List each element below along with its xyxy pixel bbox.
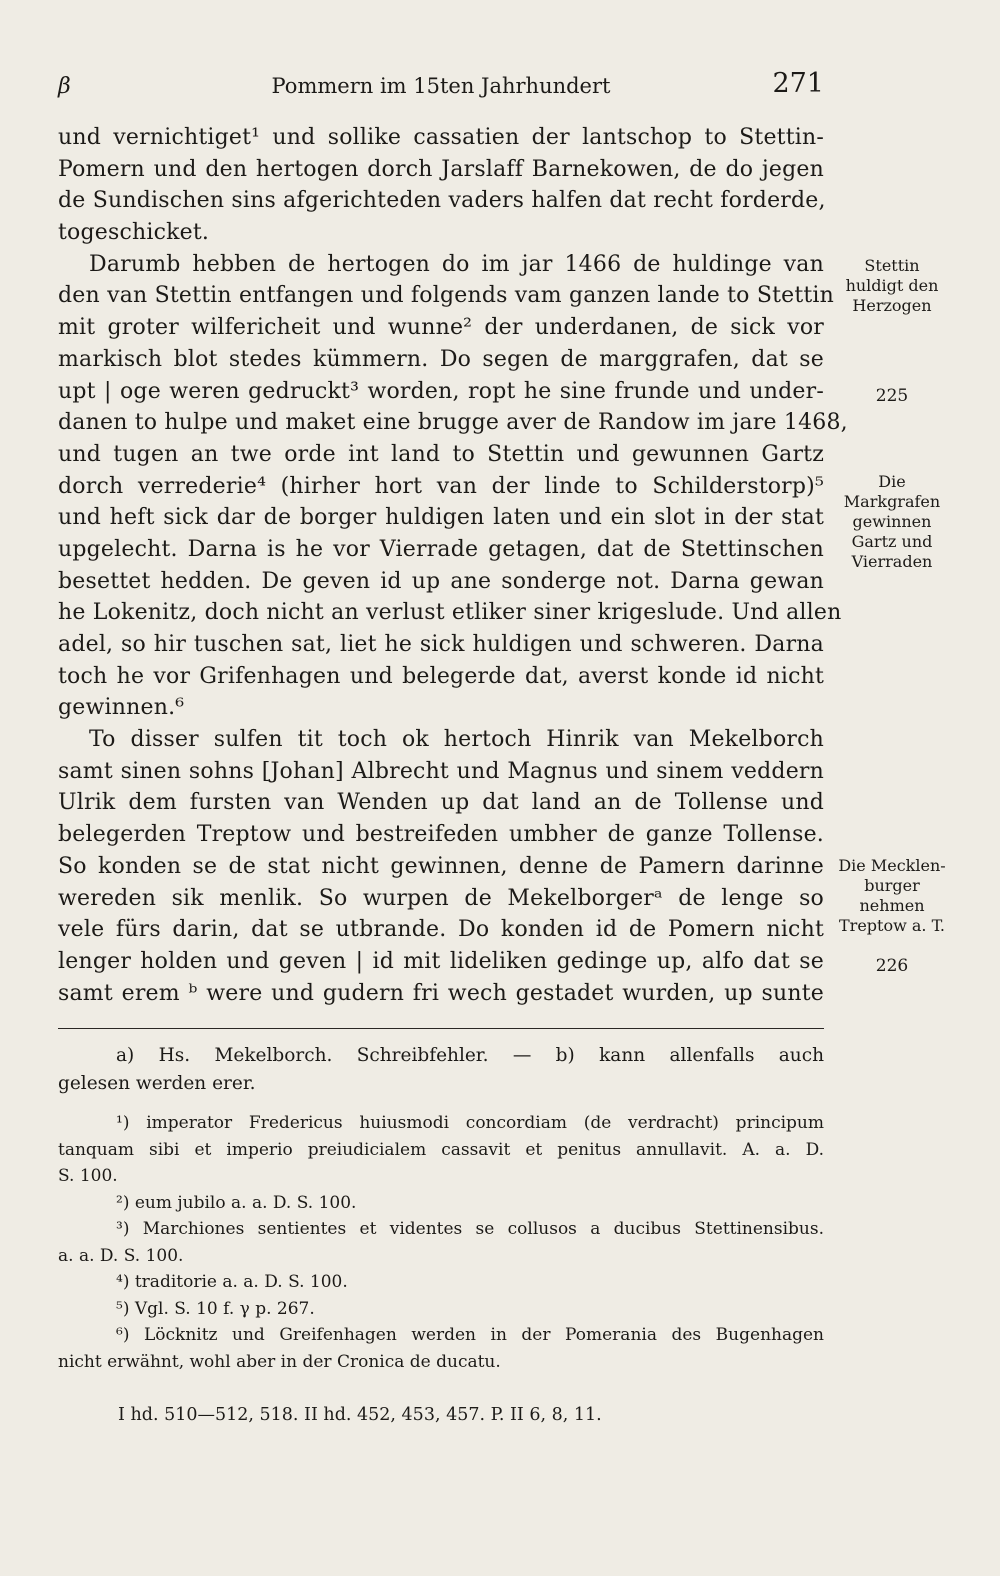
footnote-4 [58,1269,824,1296]
footnote-line: a. a. D. S. 100. [58,1245,184,1266]
margin-note-line: Die Mecklen- [838,856,946,875]
margin-note-line: Herzogen [852,296,932,315]
signature-mark: β [58,74,71,99]
text-line: upgelecht. Darna is he vor Vierrade getagen, dat de Stettinschen [58,536,824,562]
footnote-line: ⁴) traditorie a. a. D. S. 100. [116,1272,348,1292]
text-line: he Lokenitz, doch nicht an verlust etliker siner krigeslude. Und allen [58,600,842,626]
text-line: Pomern und den hertogen dorch Jarslaff Barnekowen, de do jegen [58,156,824,182]
margin-note-line: gewinnen [852,512,932,531]
margin-note-line: huldigt den [845,276,939,295]
margin-page-ref-225: 225 [875,386,909,406]
text-line: To disser sulfen tit toch ok hertoch Hinrik van Mekelborch [89,727,824,753]
margin-note-line: nehmen [859,896,925,915]
text-line: Ulrik dem fursten van Wenden up dat land an de Tollense und [58,790,824,816]
footnote-line: ¹) imperator Fredericus huiusmodi concordiam (de verdracht) principum [116,1113,824,1133]
footnote-line: ⁶) Löcknitz und Greifenhagen werden in der Pomerania des Bugenhagen [116,1325,824,1345]
text-line: belegerden Treptow und bestreifeden umbher de ganze Tollense. [58,822,824,848]
text-line: besettet hedden. De geven id up ane sonderge not. Darna gewan [58,568,824,594]
margin-page-ref-226: 226 [875,956,909,976]
text-line: und heft sick dar de borger huldigen laten und ein slot in der stat [58,505,824,531]
text-line: markisch blot stedes kümmern. Do segen de marggrafen, dat se [58,346,824,372]
text-line: So konden se de stat nicht gewinnen, denne de Pamern darinne [58,853,824,879]
running-title: Pommern im 15ten Jahrhundert [271,74,611,98]
text-line: vele fürs darin, dat se utbrande. Do konden id de Pomern nicht [58,917,824,943]
margin-note-line: Treptow a. T. [839,916,945,935]
footnote-5 [58,1296,824,1323]
footnote-rule [58,1028,824,1029]
text-line: samt erem ᵇ were und gudern fri wech gestadet wurden, up sunte [58,980,824,1006]
footnote-line: S. 100. [58,1166,118,1186]
text-line: de Sundischen sins afgerichteden vaders halfen dat recht forderde, [58,188,826,214]
text-line: mit groter wilfericheit und wunne² der underdanen, de sick vor [58,315,824,341]
footnote-6 [58,1322,824,1375]
text-line: Darumb hebben de hertogen do im jar 1466 de huldinge van [89,251,824,277]
text-line: den van Stettin entfangen und folgends vam ganzen lande to Stettin [58,283,835,309]
margin-note-line: Die [878,472,906,491]
footnote-line: gelesen werden erer. [58,1073,256,1094]
margin-note-markgrafen [828,472,956,572]
text-line: togeschicket. [58,220,210,246]
text-line: dorch verrederie⁴ (hirher hort van der linde to Schilderstorp)⁵ [58,473,824,499]
margin-note-line: Markgrafen [843,492,941,511]
footnote-2 [58,1190,824,1217]
source-references: I hd. 510—512, 518. II hd. 452, 453, 457. P. II 6, 8, 11. [118,1405,602,1425]
footnote-ab [58,1040,824,1098]
footnote-line: ⁵) Vgl. S. 10 f. γ p. 267. [116,1298,315,1319]
footnote-line: tanquam sibi et imperio preiudicialem cassavit et penitus annullavit. A. a. D. [58,1139,824,1160]
footnote-3 [58,1216,824,1269]
text-line: danen to hulpe und maket eine brugge aver de Randow im jare 1468, [58,410,848,436]
running-header [58,68,824,108]
footnote-line: nicht erwähnt, wohl aber in der Cronica de ducatu. [58,1351,501,1372]
footnote-line: ²) eum jubilo a. a. D. S. 100. [116,1192,357,1213]
margin-note-line: Stettin [864,256,920,275]
text-line: wereden sik menlik. So wurpen de Mekelborgerᵃ de lenge so [58,885,824,911]
text-line: gewinnen.⁶ [58,695,185,721]
footnote-line: ³) Marchiones sentientes et videntes se collusos a ducibus Stettinensibus. [116,1219,824,1239]
margin-note-line: burger [864,876,920,895]
text-line: samt sinen sohns [Johan] Albrecht und Magnus und sinem veddern [58,758,824,784]
footnote-1 [58,1110,824,1190]
text-line: adel, so hir tuschen sat, liet he sick huldigen und schweren. Darna [58,632,824,657]
footnote-line: a) Hs. Mekelborch. Schreibfehler. — b) kann allenfalls auch [116,1045,824,1066]
text-line: und tugen an twe orde int land to Stettin und gewunnen Gartz [58,441,824,467]
margin-note-line: Vierraden [851,552,933,571]
margin-note-stettin [828,256,956,316]
text-line: und vernichtiget¹ und sollike cassatien der lantschop to Stettin- [58,125,824,150]
text-line: upt | oge weren gedruckt³ worden, ropt he sine frunde und under- [58,378,824,404]
page-number: 271 [772,68,824,99]
margin-note-line: Gartz und [851,532,933,551]
footnotes [58,1040,824,1375]
main-text [58,122,848,1009]
margin-note-mecklenburger [828,856,956,936]
text-line: lenger holden und geven | id mit lideliken gedinge up, alfo dat se [58,948,824,974]
text-line: toch he vor Grifenhagen und belegerde dat, averst konde id nicht [58,663,824,689]
